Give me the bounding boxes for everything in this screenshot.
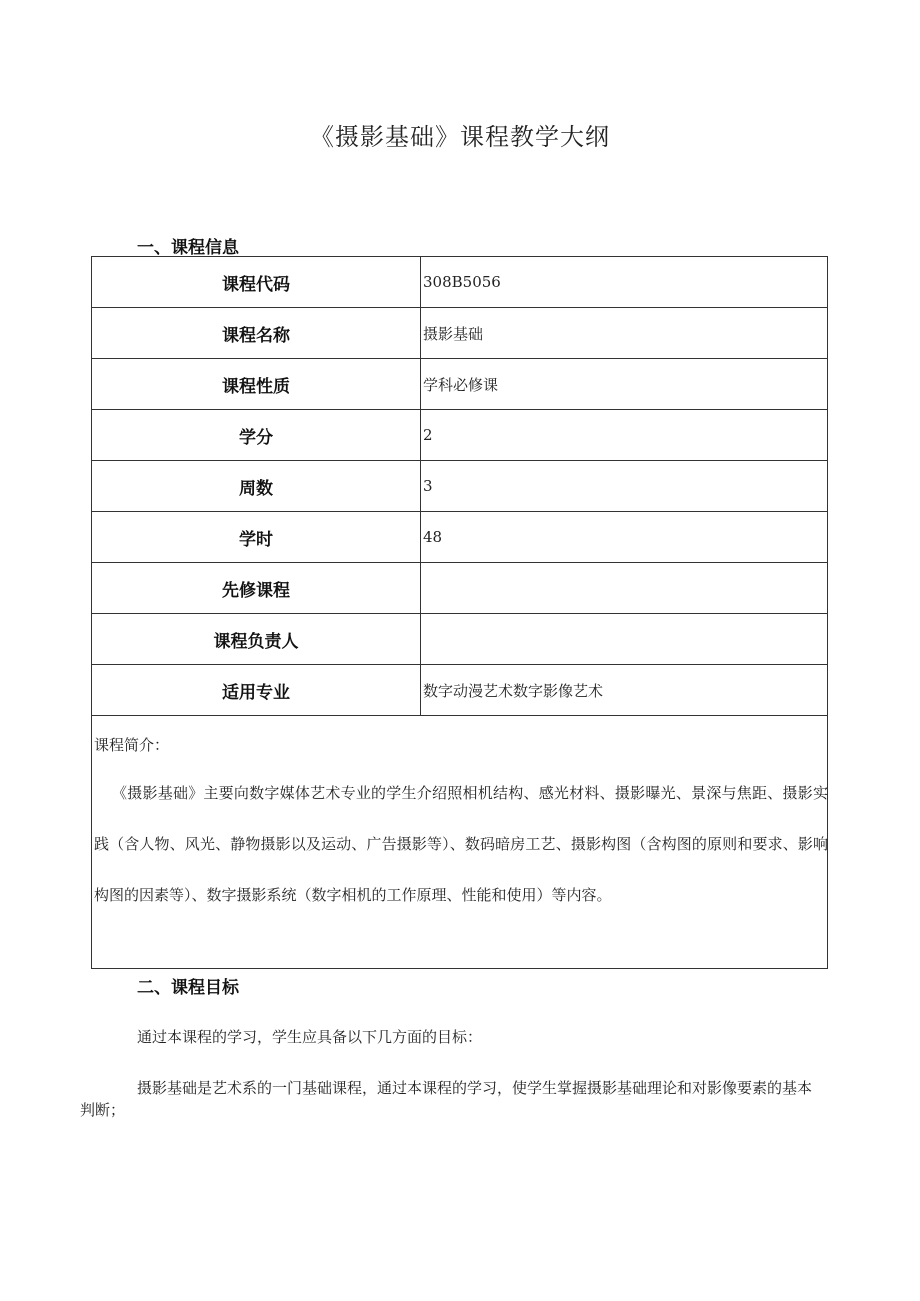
table-row (92, 512, 828, 563)
row-value: 数字动漫艺术数字影像艺术 (421, 665, 828, 716)
document-title: 《摄影基础》课程教学大纲 (310, 123, 610, 151)
goals-paragraph: 通过本课程的学习，学生应具备以下几方面的目标： (137, 1028, 483, 1046)
row-label: 适用专业 (92, 665, 421, 716)
table-row (92, 359, 828, 410)
section-heading-course-info: 一、课程信息 (137, 238, 239, 258)
row-label: 先修课程 (92, 563, 421, 614)
row-value: 48 (421, 512, 828, 563)
row-value: 3 (421, 461, 828, 512)
row-label: 课程负责人 (92, 614, 421, 665)
row-label: 学时 (92, 512, 421, 563)
row-value (421, 563, 828, 614)
table-row (92, 257, 828, 308)
intro-row (92, 716, 828, 969)
row-value: 2 (421, 410, 828, 461)
row-label: 周数 (92, 461, 421, 512)
row-label: 课程名称 (92, 308, 421, 359)
row-value: 学科必修课 (421, 359, 828, 410)
table-row (92, 308, 828, 359)
course-info-table (91, 256, 828, 969)
table-row (92, 614, 828, 665)
row-label: 课程性质 (92, 359, 421, 410)
row-label: 学分 (92, 410, 421, 461)
section-heading-course-goals: 二、课程目标 (137, 978, 239, 998)
row-label: 课程代码 (92, 257, 421, 308)
table-row (92, 563, 828, 614)
row-value: 308B5056 (421, 257, 828, 308)
intro-cell (92, 716, 828, 969)
row-value (421, 614, 828, 665)
row-value: 摄影基础 (421, 308, 828, 359)
goals-paragraph: 摄影基础是艺术系的一门基础课程，通过本课程的学习，使学生掌握摄影基础理论和对影像要素的基本判断； (80, 1079, 813, 1119)
table-row (92, 410, 828, 461)
table-row (92, 461, 828, 512)
table-row (92, 665, 828, 716)
intro-label: 课程简介： (94, 736, 170, 754)
intro-text: 《摄影基础》主要向数字媒体艺术专业的学生介绍照相机结构、感光材料、摄影曝光、景深与焦距、摄影实践（含人物、风光、静物摄影以及运动、广告摄影等）、数码暗房工艺、摄影构图（含构图的原则和要求、影响构图的因素等）、数字摄影系统（数字相机的工作原理、性能和使用）等内容。 (94, 784, 828, 904)
